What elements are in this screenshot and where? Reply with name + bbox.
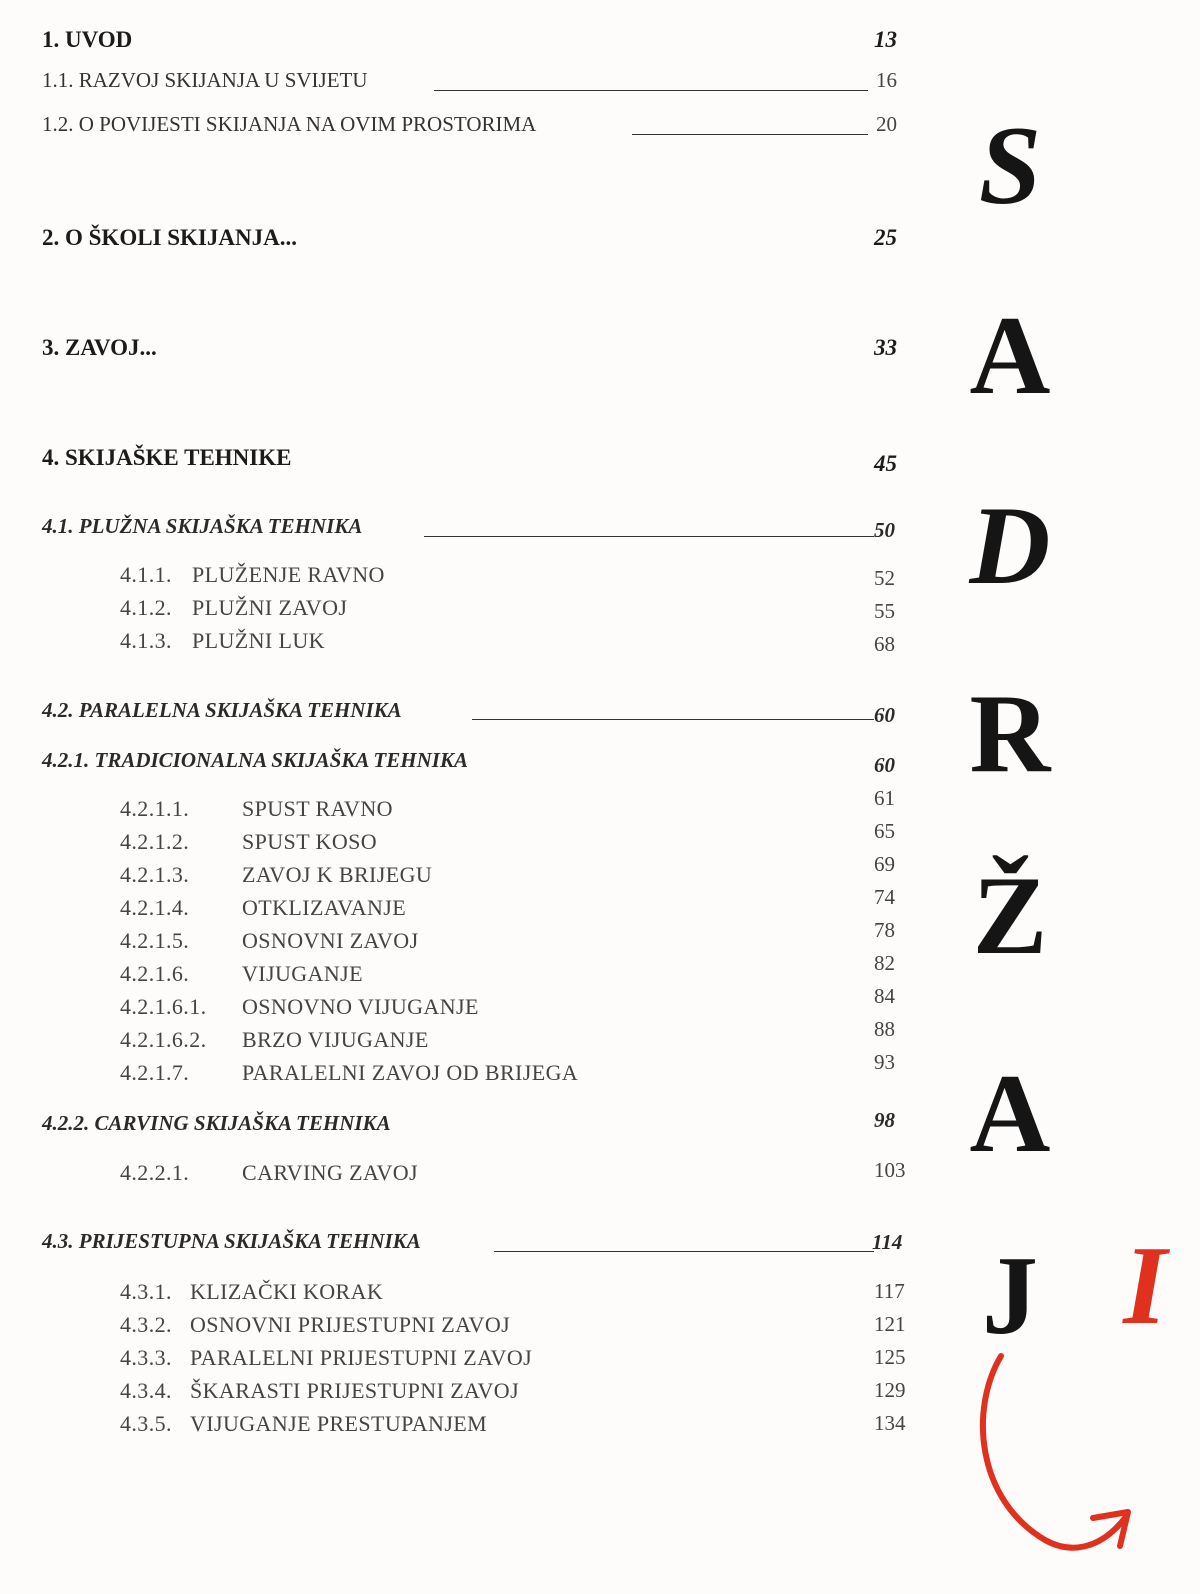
- toc-page-1-1: 16: [876, 68, 897, 92]
- toc-page-4-1-1: 52: [874, 566, 895, 590]
- toc-page-4-2-1-6: 82: [874, 951, 895, 975]
- toc-num-4-2-1-3: 4.2.1.3.: [120, 862, 190, 887]
- toc-page-uvod: 13: [874, 27, 897, 52]
- toc-title-4-1-2: PLUŽNI ZAVOJ: [192, 595, 348, 620]
- toc-title-4-2-1-4: OTKLIZAVANJE: [242, 895, 407, 920]
- toc-page-4-2-1: 60: [874, 753, 895, 777]
- toc-page-4-3: 114: [872, 1230, 903, 1254]
- toc-page-4-2-1-4: 74: [874, 885, 895, 909]
- toc-page-4-2-1-6-2: 88: [874, 1017, 895, 1041]
- toc-num-4-3-1: 4.3.1.: [120, 1279, 172, 1304]
- toc-num-4-1-1: 4.1.1.: [120, 562, 172, 587]
- toc-entry-uvod: 1. UVOD: [42, 27, 133, 52]
- toc-title-4-3-5: VIJUGANJE PRESTUPANJEM: [190, 1411, 488, 1436]
- leader-line: [472, 719, 874, 720]
- title-letter-a: A: [969, 294, 1051, 418]
- toc-num-4-3-4: 4.3.4.: [120, 1378, 172, 1403]
- title-letter-z-caron: Ž: [972, 854, 1048, 978]
- toc-num-4-2-1-7: 4.2.1.7.: [120, 1060, 190, 1085]
- toc-num-4-1-3: 4.1.3.: [120, 628, 172, 653]
- leader-line: [632, 134, 868, 135]
- toc-title-4-2-1-6-1: OSNOVNO VIJUGANJE: [242, 994, 479, 1019]
- toc-title-4-2-2-1: CARVING ZAVOJ: [242, 1160, 418, 1185]
- toc-num-4-2-1-6-1: 4.2.1.6.1.: [120, 994, 207, 1019]
- toc-entry-4-2-1: 4.2.1. TRADICIONALNA SKIJAŠKA TEHNIKA: [42, 748, 468, 772]
- toc-page-4-2-2: 98: [874, 1108, 895, 1132]
- toc-num-4-3-2: 4.3.2.: [120, 1312, 172, 1337]
- toc-entry-tehnike: 4. SKIJAŠKE TEHNIKE: [42, 445, 292, 470]
- toc-num-4-2-1-4: 4.2.1.4.: [120, 895, 190, 920]
- toc-entry-skola: 2. O ŠKOLI SKIJANJA...: [42, 225, 297, 250]
- toc-page-4-2-2-1: 103: [874, 1158, 906, 1182]
- toc-page-4-3-3: 125: [874, 1345, 906, 1369]
- toc-title-4-2-1-3: ZAVOJ K BRIJEGU: [242, 862, 433, 887]
- leader-line: [434, 90, 868, 91]
- toc-page-4-2-1-6-1: 84: [874, 984, 895, 1008]
- toc-entry-1-1: 1.1. RAZVOJ SKIJANJA U SVIJETU: [42, 68, 368, 92]
- toc-num-4-2-2-1: 4.2.2.1.: [120, 1160, 190, 1185]
- toc-num-4-2-1-1: 4.2.1.1.: [120, 796, 190, 821]
- toc-title-4-3-2: OSNOVNI PRIJESTUPNI ZAVOJ: [190, 1312, 511, 1337]
- toc-page-4-2-1-5: 78: [874, 918, 895, 942]
- toc-num-4-2-1-6: 4.2.1.6.: [120, 961, 190, 986]
- title-letter-a2: A: [969, 1052, 1051, 1176]
- toc-title-4-2-1-1: SPUST RAVNO: [242, 796, 393, 821]
- toc-entry-1-2: 1.2. O POVIJESTI SKIJANJA NA OVIM PROSTORIMA: [42, 112, 537, 136]
- toc-page-4-1-2: 55: [874, 599, 895, 623]
- toc-title-4-3-1: KLIZAČKI KORAK: [190, 1279, 384, 1304]
- toc-title-4-3-3: PARALELNI PRIJESTUPNI ZAVOJ: [190, 1345, 533, 1370]
- toc-title-4-2-1-2: SPUST KOSO: [242, 829, 378, 854]
- toc-entry-4-3: 4.3. PRIJESTUPNA SKIJAŠKA TEHNIKA: [42, 1229, 421, 1253]
- toc-title-4-3-4: ŠKARASTI PRIJESTUPNI ZAVOJ: [190, 1378, 520, 1403]
- toc-num-4-2-1-6-2: 4.2.1.6.2.: [120, 1027, 207, 1052]
- toc-page-4-2-1-3: 69: [874, 852, 895, 876]
- toc-page-4-2: 60: [874, 703, 895, 727]
- curved-arrow-icon: [975, 1350, 1165, 1570]
- toc-entry-zavoj: 3. ZAVOJ...: [42, 335, 157, 360]
- toc-num-4-1-2: 4.1.2.: [120, 595, 172, 620]
- toc-title-4-2-1-6-2: BRZO VIJUGANJE: [242, 1027, 429, 1052]
- title-letter-j: J: [982, 1234, 1038, 1358]
- toc-page-4-2-1-7: 93: [874, 1050, 895, 1074]
- toc-page-tehnike: 45: [874, 451, 897, 476]
- title-letter-i: I: [1123, 1224, 1167, 1348]
- toc-page-4-2-1-2: 65: [874, 819, 895, 843]
- title-letter-s: S: [978, 104, 1042, 228]
- toc-title-4-2-1-5: OSNOVNI ZAVOJ: [242, 928, 419, 953]
- title-letter-r: R: [969, 672, 1051, 796]
- toc-num-4-3-5: 4.3.5.: [120, 1411, 172, 1436]
- toc-page-1-2: 20: [876, 112, 897, 136]
- toc-page-4-3-4: 129: [874, 1378, 906, 1402]
- toc-page-4-1: 50: [874, 518, 895, 542]
- toc-title-4-1-3: PLUŽNI LUK: [192, 628, 325, 653]
- toc-entry-4-2: 4.2. PARALELNA SKIJAŠKA TEHNIKA: [42, 698, 402, 722]
- toc-title-4-2-1-7: PARALELNI ZAVOJ OD BRIJEGA: [242, 1060, 579, 1085]
- toc-page-4-3-1: 117: [874, 1279, 905, 1303]
- toc-num-4-2-1-2: 4.2.1.2.: [120, 829, 190, 854]
- toc-entry-4-2-2: 4.2.2. CARVING SKIJAŠKA TEHNIKA: [42, 1111, 391, 1135]
- toc-title-4-2-1-6: VIJUGANJE: [242, 961, 363, 986]
- toc-page-4-3-2: 121: [874, 1312, 906, 1336]
- toc-page-4-1-3: 68: [874, 632, 895, 656]
- toc-page-zavoj: 33: [874, 335, 897, 360]
- toc-page-4-3-5: 134: [874, 1411, 906, 1435]
- toc-num-4-2-1-5: 4.2.1.5.: [120, 928, 190, 953]
- toc-entry-4-1: 4.1. PLUŽNA SKIJAŠKA TEHNIKA: [42, 514, 363, 538]
- leader-line: [424, 536, 874, 537]
- toc-page-4-2-1-1: 61: [874, 786, 895, 810]
- leader-line: [494, 1251, 874, 1252]
- title-letter-d: D: [969, 484, 1051, 608]
- toc-title-4-1-1: PLUŽENJE RAVNO: [192, 562, 385, 587]
- toc-num-4-3-3: 4.3.3.: [120, 1345, 172, 1370]
- toc-page-skola: 25: [874, 225, 897, 250]
